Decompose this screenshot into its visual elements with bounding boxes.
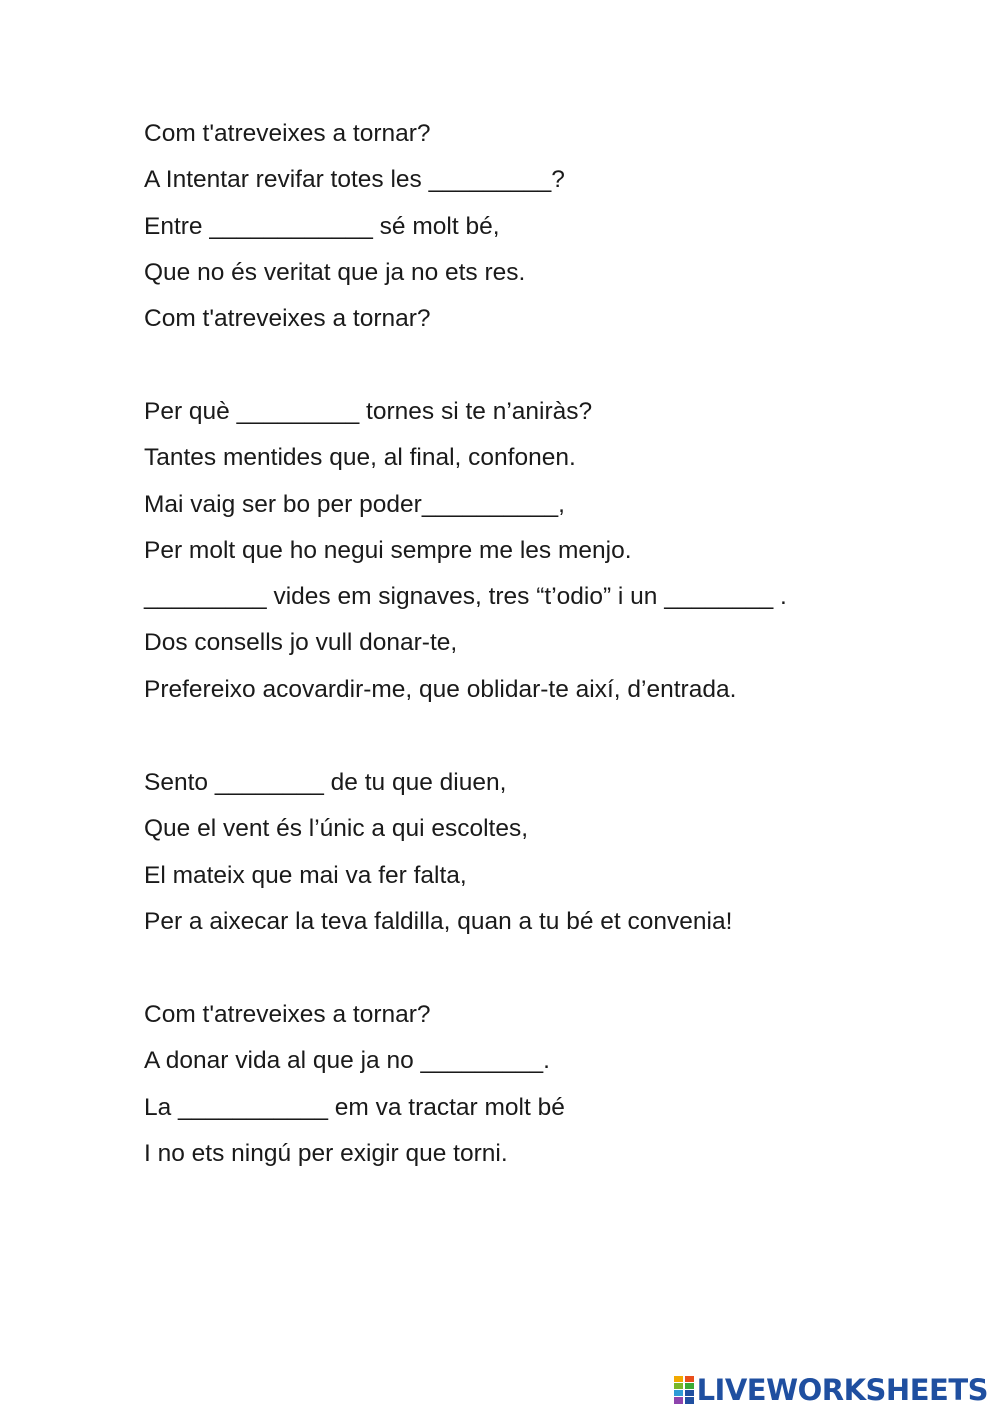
- lyric-line: Com t'atreveixes a tornar?: [144, 305, 431, 333]
- lyric-line: Tantes mentides que, al final, confonen.: [144, 444, 576, 472]
- liveworksheets-logo-icon: [674, 1376, 694, 1404]
- lyric-line: Per què _________ tornes si te n’aniràs?: [144, 398, 593, 425]
- lyric-line: Que el vent és l’únic a qui escoltes,: [144, 815, 529, 843]
- lyric-line: _________ vides em signaves, tres “t’odio” i un ________ .: [144, 583, 787, 611]
- stanza-2: [144, 389, 787, 713]
- lyric-line: El mateix que mai va fer falta,: [144, 861, 467, 889]
- lyric-line: Com t'atreveixes a tornar?: [144, 1001, 431, 1028]
- lyric-line: A donar vida al que ja no _________.: [144, 1047, 550, 1075]
- lyric-line: Que no és veritat que ja no ets res.: [144, 258, 526, 286]
- brand-name: LIVEWORKSHEETS: [696, 1373, 988, 1407]
- lyric-line: Mai vaig ser bo per poder__________,: [144, 490, 565, 518]
- lyric-line: Com t'atreveixes a tornar?: [144, 120, 431, 147]
- stanza-3: [144, 760, 732, 945]
- lyric-line: A Intentar revifar totes les _________?: [144, 166, 565, 194]
- lyric-line: Prefereixo acovardir-me, que oblidar-te així, d’entrada.: [144, 675, 737, 703]
- stanza-4: [144, 992, 565, 1177]
- liveworksheets-brand: [674, 1373, 988, 1407]
- lyric-line: I no ets ningú per exigir que torni.: [144, 1139, 508, 1167]
- lyric-line: La ___________ em va tractar molt bé: [144, 1093, 565, 1121]
- lyric-line: Dos consells jo vull donar-te,: [144, 629, 458, 657]
- lyric-line: Sento ________ de tu que diuen,: [144, 769, 507, 796]
- lyric-line: Per molt que ho negui sempre me les menjo.: [144, 536, 632, 564]
- lyric-line: Per a aixecar la teva faldilla, quan a tu bé et convenia!: [144, 907, 733, 935]
- stanza-1: [144, 111, 565, 342]
- lyric-line: Entre ____________ sé molt bé,: [144, 212, 500, 240]
